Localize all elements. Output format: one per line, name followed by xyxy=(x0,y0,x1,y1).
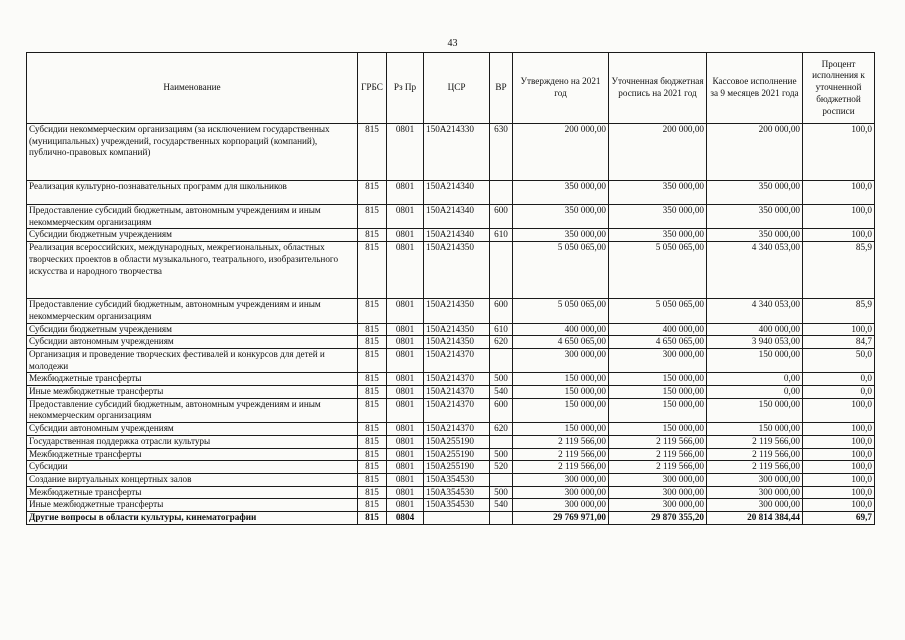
table-row xyxy=(27,398,875,422)
cell-rzpr: 0801 xyxy=(387,242,424,299)
table-total-row xyxy=(27,512,875,525)
cell-grbs: 815 xyxy=(358,398,387,422)
cell-approved: 5 050 065,00 xyxy=(513,299,609,323)
cell-percent: 100,0 xyxy=(803,448,875,461)
cell-name: Реализация культурно-познавательных программ для школьников xyxy=(27,181,358,205)
cell-csr: 150А354530 xyxy=(424,473,490,486)
header-executed: Кассовое исполнение за 9 месяцев 2021 года xyxy=(707,53,803,124)
table-row xyxy=(27,373,875,386)
cell-refined: 350 000,00 xyxy=(609,181,707,205)
cell-vr xyxy=(490,435,513,448)
cell-rzpr: 0801 xyxy=(387,461,424,474)
table-row xyxy=(27,205,875,229)
cell-name: Субсидии бюджетным учреждениям xyxy=(27,323,358,336)
cell-vr xyxy=(490,473,513,486)
cell-csr: 150А354530 xyxy=(424,499,490,512)
table-row xyxy=(27,229,875,242)
cell-refined: 2 119 566,00 xyxy=(609,448,707,461)
cell-approved: 350 000,00 xyxy=(513,181,609,205)
cell-csr: 150А214350 xyxy=(424,323,490,336)
cell-executed: 3 940 053,00 xyxy=(707,336,803,349)
cell-grbs: 815 xyxy=(358,348,387,372)
cell-percent: 100,0 xyxy=(803,435,875,448)
cell-rzpr: 0801 xyxy=(387,336,424,349)
cell-grbs: 815 xyxy=(358,423,387,436)
cell-rzpr: 0801 xyxy=(387,435,424,448)
cell-name: Субсидии xyxy=(27,461,358,474)
cell-refined: 400 000,00 xyxy=(609,323,707,336)
cell-csr: 150А214340 xyxy=(424,205,490,229)
cell-rzpr: 0801 xyxy=(387,299,424,323)
cell-executed: 2 119 566,00 xyxy=(707,448,803,461)
cell-refined: 150 000,00 xyxy=(609,398,707,422)
cell-vr: 540 xyxy=(490,386,513,399)
table-row xyxy=(27,242,875,299)
cell-percent: 100,0 xyxy=(803,229,875,242)
cell-vr: 500 xyxy=(490,486,513,499)
table-row xyxy=(27,448,875,461)
header-row xyxy=(27,53,875,124)
cell-executed: 350 000,00 xyxy=(707,229,803,242)
cell-executed: 0,00 xyxy=(707,373,803,386)
cell-approved: 4 650 065,00 xyxy=(513,336,609,349)
cell-rzpr: 0801 xyxy=(387,323,424,336)
cell-percent: 100,0 xyxy=(803,473,875,486)
cell-executed: 150 000,00 xyxy=(707,423,803,436)
cell-name: Субсидии некоммерческим организациям (за исключением государственных (муниципальных) учреждений, государственных корпораций (компаний), публично-правовых компаний) xyxy=(27,124,358,181)
cell-vr xyxy=(490,512,513,525)
cell-vr xyxy=(490,348,513,372)
cell-vr: 600 xyxy=(490,205,513,229)
cell-executed: 4 340 053,00 xyxy=(707,299,803,323)
cell-approved: 150 000,00 xyxy=(513,398,609,422)
cell-approved: 150 000,00 xyxy=(513,423,609,436)
cell-grbs: 815 xyxy=(358,336,387,349)
cell-percent: 100,0 xyxy=(803,486,875,499)
cell-grbs: 815 xyxy=(358,448,387,461)
cell-name: Предоставление субсидий бюджетным, автономным учреждениям и иным некоммерческим организациям xyxy=(27,205,358,229)
table-row xyxy=(27,386,875,399)
cell-percent: 84,7 xyxy=(803,336,875,349)
cell-csr: 150А214370 xyxy=(424,373,490,386)
cell-percent: 50,0 xyxy=(803,348,875,372)
cell-percent: 100,0 xyxy=(803,398,875,422)
cell-grbs: 815 xyxy=(358,181,387,205)
cell-executed: 150 000,00 xyxy=(707,398,803,422)
cell-vr: 600 xyxy=(490,398,513,422)
cell-rzpr: 0801 xyxy=(387,486,424,499)
cell-refined: 5 050 065,00 xyxy=(609,299,707,323)
cell-refined: 300 000,00 xyxy=(609,473,707,486)
table-row xyxy=(27,499,875,512)
cell-approved: 350 000,00 xyxy=(513,205,609,229)
cell-approved: 150 000,00 xyxy=(513,386,609,399)
table-row xyxy=(27,486,875,499)
cell-name: Предоставление субсидий бюджетным, автономным учреждениям и иным некоммерческим организациям xyxy=(27,398,358,422)
cell-grbs: 815 xyxy=(358,124,387,181)
cell-refined: 200 000,00 xyxy=(609,124,707,181)
cell-executed: 0,00 xyxy=(707,386,803,399)
header-name: Наименование xyxy=(27,53,358,124)
cell-refined: 29 870 355,20 xyxy=(609,512,707,525)
cell-name: Субсидии автономным учреждениям xyxy=(27,336,358,349)
cell-grbs: 815 xyxy=(358,229,387,242)
cell-percent: 100,0 xyxy=(803,205,875,229)
cell-csr: 150А255190 xyxy=(424,461,490,474)
cell-name: Межбюджетные трансферты xyxy=(27,448,358,461)
table-row xyxy=(27,323,875,336)
cell-rzpr: 0801 xyxy=(387,499,424,512)
table-row xyxy=(27,181,875,205)
cell-csr: 150А214370 xyxy=(424,423,490,436)
cell-refined: 2 119 566,00 xyxy=(609,435,707,448)
cell-refined: 150 000,00 xyxy=(609,373,707,386)
cell-vr: 620 xyxy=(490,336,513,349)
cell-rzpr: 0804 xyxy=(387,512,424,525)
cell-rzpr: 0801 xyxy=(387,124,424,181)
cell-name: Создание виртуальных концертных залов xyxy=(27,473,358,486)
header-csr: ЦСР xyxy=(424,53,490,124)
cell-csr: 150А214350 xyxy=(424,336,490,349)
cell-approved: 29 769 971,00 xyxy=(513,512,609,525)
cell-executed: 4 340 053,00 xyxy=(707,242,803,299)
cell-rzpr: 0801 xyxy=(387,229,424,242)
cell-refined: 350 000,00 xyxy=(609,205,707,229)
cell-percent: 69,7 xyxy=(803,512,875,525)
table-row xyxy=(27,461,875,474)
cell-csr: 150А214350 xyxy=(424,242,490,299)
cell-vr: 610 xyxy=(490,323,513,336)
cell-approved: 2 119 566,00 xyxy=(513,435,609,448)
cell-approved: 150 000,00 xyxy=(513,373,609,386)
cell-percent: 0,0 xyxy=(803,386,875,399)
cell-grbs: 815 xyxy=(358,373,387,386)
cell-rzpr: 0801 xyxy=(387,373,424,386)
cell-rzpr: 0801 xyxy=(387,348,424,372)
cell-rzpr: 0801 xyxy=(387,181,424,205)
cell-grbs: 815 xyxy=(358,473,387,486)
cell-grbs: 815 xyxy=(358,486,387,499)
cell-approved: 300 000,00 xyxy=(513,486,609,499)
cell-executed: 2 119 566,00 xyxy=(707,461,803,474)
cell-csr: 150А255190 xyxy=(424,448,490,461)
cell-name: Организация и проведение творческих фестивалей и конкурсов для детей и молодежи xyxy=(27,348,358,372)
cell-percent: 85,9 xyxy=(803,299,875,323)
cell-percent: 100,0 xyxy=(803,461,875,474)
cell-grbs: 815 xyxy=(358,299,387,323)
cell-vr: 620 xyxy=(490,423,513,436)
cell-csr: 150А354530 xyxy=(424,486,490,499)
cell-grbs: 815 xyxy=(358,499,387,512)
cell-name: Иные межбюджетные трансферты xyxy=(27,386,358,399)
cell-executed: 300 000,00 xyxy=(707,499,803,512)
cell-grbs: 815 xyxy=(358,386,387,399)
cell-name: Межбюджетные трансферты xyxy=(27,373,358,386)
cell-refined: 2 119 566,00 xyxy=(609,461,707,474)
cell-percent: 85,9 xyxy=(803,242,875,299)
cell-grbs: 815 xyxy=(358,435,387,448)
cell-executed: 400 000,00 xyxy=(707,323,803,336)
cell-name: Субсидии бюджетным учреждениям xyxy=(27,229,358,242)
header-refined: Уточненная бюджетная роспись на 2021 год xyxy=(609,53,707,124)
cell-rzpr: 0801 xyxy=(387,448,424,461)
cell-refined: 300 000,00 xyxy=(609,486,707,499)
cell-approved: 2 119 566,00 xyxy=(513,448,609,461)
table-row xyxy=(27,336,875,349)
cell-csr: 150А214370 xyxy=(424,386,490,399)
cell-grbs: 815 xyxy=(358,323,387,336)
cell-csr: 150А214370 xyxy=(424,348,490,372)
cell-name: Реализация всероссийских, международных, межрегиональных, областных творческих проектов в области музыкального, театрального, изобразительного искусства и народного творчества xyxy=(27,242,358,299)
cell-name: Предоставление субсидий бюджетным, автономным учреждениям и иным некоммерческим организациям xyxy=(27,299,358,323)
cell-refined: 150 000,00 xyxy=(609,423,707,436)
cell-csr: 150А214350 xyxy=(424,299,490,323)
cell-vr: 500 xyxy=(490,373,513,386)
cell-vr xyxy=(490,181,513,205)
cell-rzpr: 0801 xyxy=(387,386,424,399)
cell-approved: 300 000,00 xyxy=(513,499,609,512)
cell-approved: 300 000,00 xyxy=(513,348,609,372)
cell-executed: 300 000,00 xyxy=(707,473,803,486)
cell-csr: 150А214340 xyxy=(424,181,490,205)
cell-name: Государственная поддержка отрасли культуры xyxy=(27,435,358,448)
cell-vr: 520 xyxy=(490,461,513,474)
cell-vr: 500 xyxy=(490,448,513,461)
table-row xyxy=(27,299,875,323)
page-number: 43 xyxy=(447,38,458,49)
cell-refined: 150 000,00 xyxy=(609,386,707,399)
cell-vr xyxy=(490,242,513,299)
cell-vr: 540 xyxy=(490,499,513,512)
cell-executed: 150 000,00 xyxy=(707,348,803,372)
cell-name: Субсидии автономным учреждениям xyxy=(27,423,358,436)
header-percent: Процент исполнения к уточненной бюджетной росписи xyxy=(803,53,875,124)
cell-executed: 350 000,00 xyxy=(707,205,803,229)
table-body xyxy=(27,124,875,525)
cell-csr: 150А214340 xyxy=(424,229,490,242)
cell-grbs: 815 xyxy=(358,205,387,229)
cell-approved: 400 000,00 xyxy=(513,323,609,336)
cell-name: Иные межбюджетные трансферты xyxy=(27,499,358,512)
cell-executed: 300 000,00 xyxy=(707,486,803,499)
cell-executed: 350 000,00 xyxy=(707,181,803,205)
cell-refined: 300 000,00 xyxy=(609,499,707,512)
cell-approved: 200 000,00 xyxy=(513,124,609,181)
cell-rzpr: 0801 xyxy=(387,423,424,436)
cell-vr: 630 xyxy=(490,124,513,181)
cell-name: Межбюджетные трансферты xyxy=(27,486,358,499)
cell-executed: 2 119 566,00 xyxy=(707,435,803,448)
table-row xyxy=(27,473,875,486)
table-row xyxy=(27,423,875,436)
cell-percent: 100,0 xyxy=(803,124,875,181)
cell-vr: 600 xyxy=(490,299,513,323)
cell-approved: 300 000,00 xyxy=(513,473,609,486)
header-approved: Утверждено на 2021 год xyxy=(513,53,609,124)
cell-grbs: 815 xyxy=(358,461,387,474)
cell-approved: 5 050 065,00 xyxy=(513,242,609,299)
cell-rzpr: 0801 xyxy=(387,473,424,486)
cell-rzpr: 0801 xyxy=(387,205,424,229)
cell-percent: 0,0 xyxy=(803,373,875,386)
header-vr: ВР xyxy=(490,53,513,124)
table-row xyxy=(27,348,875,372)
cell-grbs: 815 xyxy=(358,242,387,299)
cell-vr: 610 xyxy=(490,229,513,242)
cell-percent: 100,0 xyxy=(803,323,875,336)
header-rzpr: Рз Пр xyxy=(387,53,424,124)
cell-percent: 100,0 xyxy=(803,181,875,205)
cell-grbs: 815 xyxy=(358,512,387,525)
cell-refined: 300 000,00 xyxy=(609,348,707,372)
table-row xyxy=(27,124,875,181)
cell-approved: 350 000,00 xyxy=(513,229,609,242)
cell-refined: 350 000,00 xyxy=(609,229,707,242)
cell-refined: 5 050 065,00 xyxy=(609,242,707,299)
cell-name: Другие вопросы в области культуры, кинематографии xyxy=(27,512,358,525)
cell-refined: 4 650 065,00 xyxy=(609,336,707,349)
cell-rzpr: 0801 xyxy=(387,398,424,422)
cell-percent: 100,0 xyxy=(803,423,875,436)
cell-approved: 2 119 566,00 xyxy=(513,461,609,474)
cell-executed: 200 000,00 xyxy=(707,124,803,181)
cell-csr: 150А214330 xyxy=(424,124,490,181)
cell-percent: 100,0 xyxy=(803,499,875,512)
budget-execution-table xyxy=(26,52,875,525)
cell-executed: 20 814 384,44 xyxy=(707,512,803,525)
cell-csr xyxy=(424,512,490,525)
header-grbs: ГРБС xyxy=(358,53,387,124)
cell-csr: 150А214370 xyxy=(424,398,490,422)
cell-csr: 150А255190 xyxy=(424,435,490,448)
table-row xyxy=(27,435,875,448)
